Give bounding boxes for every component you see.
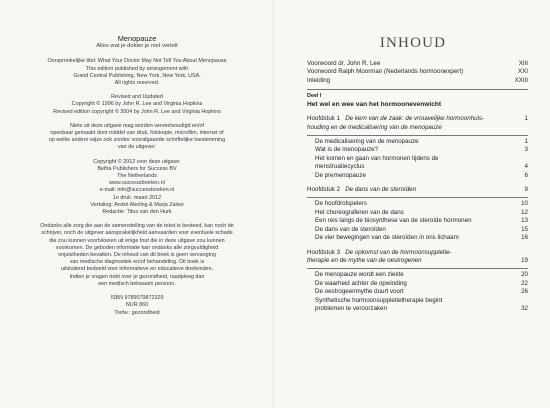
chapter-label: Hoofdstuk 3 xyxy=(307,248,341,256)
chapter-items xyxy=(307,135,528,180)
toc-entry-title: Synthetische hormoonsuppletietherapie begint xyxy=(315,296,443,304)
toc-entry xyxy=(307,172,528,180)
toc-entry xyxy=(307,288,528,296)
toc-entry-page: 4 xyxy=(524,163,528,171)
toc-entry xyxy=(307,280,528,288)
toc-entry-title: Voorwoord dr. John R. Lee xyxy=(307,60,381,67)
chapter-title: De dans van de steroïden xyxy=(345,186,417,194)
toc-entry-page: 13 xyxy=(521,217,528,225)
toc-entry-page: 6 xyxy=(524,171,528,179)
toc-entry-title: Wat is de menopauze? xyxy=(315,146,379,154)
book-title: Menopauze xyxy=(117,34,157,43)
colophon-line: e-mail: info@successboeken.nl xyxy=(99,187,175,194)
chapter-title: therapie en de mythe van de oestrogenen xyxy=(307,256,422,264)
disclaimer-block xyxy=(8,223,266,288)
colophon-line: www.successboeken.nl xyxy=(109,180,165,187)
colophon-line: 1e druk: maart 2012 xyxy=(112,194,162,201)
toc-chapter xyxy=(307,115,528,180)
toc-entry-title: Het komen en gaan van hormonen tijdens de xyxy=(315,154,439,162)
toc-entry-page: 10 xyxy=(521,200,528,208)
toc-entry xyxy=(307,146,528,154)
toc-entry xyxy=(307,234,528,242)
colophon-line: Revised edition copyright © 2004 by John R. Lee and Virginia Hopkins xyxy=(53,108,221,115)
toc-entry-title: problemen te veroorzaken xyxy=(315,304,387,312)
toc-entry-page: 16 xyxy=(521,234,528,242)
toc-entry-title: De dans van de steroïden xyxy=(315,225,386,233)
chapter-title: De opkomst van de hormoonsuppletie- xyxy=(345,248,452,256)
chapter-items xyxy=(307,197,528,242)
chapter-page: 1 xyxy=(524,115,528,123)
edition-block xyxy=(8,94,266,116)
chapter-items xyxy=(307,268,528,313)
toc-chapter xyxy=(307,186,528,242)
toc-entry-title: De hoofdrolspelers xyxy=(315,200,367,208)
contents-heading: INHOUD xyxy=(379,35,447,51)
chapter-page: 9 xyxy=(524,186,528,194)
contents-page xyxy=(276,0,550,408)
colophon-line: Niets uit deze uitgave mag worden verveelvoudigd en/of xyxy=(70,122,204,129)
colophon-line: van de uitgever. xyxy=(117,144,157,151)
colophon-line: uitsluitend bedoeld voor informatieve en educatieve doeleinden. xyxy=(60,266,214,273)
toc-entry-title: Inleiding xyxy=(307,76,331,84)
colophon-line: The Netherlands xyxy=(117,173,157,180)
colophon-line: Vertaling: André Abeling & Marja Zalevi xyxy=(90,201,184,208)
colophon-page xyxy=(0,0,274,408)
table-of-contents xyxy=(307,60,528,313)
colophon-line: openbaar gemaakt door middel van druk, fotokopie, microfilm, internet of xyxy=(50,130,224,137)
colophon-line: Ondanks alle zorg die aan de samenstelling van de tekst is besteed, kan noch de xyxy=(40,223,234,230)
toc-entry-page: XXIII xyxy=(514,76,528,84)
toc-entry-title: De oestrogeenmythe duurt voort xyxy=(315,288,404,296)
colophon-line: op welke andere wijze ook zonder voorafgaande schriftelijke toestemming xyxy=(48,137,226,144)
toc-entry-page: 26 xyxy=(521,288,528,296)
colophon-line: een medisch bekwaam persoon. xyxy=(98,280,176,287)
toc-entry-title: menstruatiecyclus xyxy=(315,163,365,171)
colophon-line: All rights reserved. xyxy=(114,80,160,87)
toc-chapter xyxy=(307,249,528,314)
toc-entry xyxy=(307,226,528,234)
colophon-line: Copyright © 1996 by John R. Lee and Virginia Hopkins xyxy=(71,101,203,108)
toc-entry-page: 15 xyxy=(521,225,528,233)
toc-entry xyxy=(307,60,528,68)
colophon-line: voorkomen. De geboden informatie kan ondanks alle zorgvuldigheid xyxy=(55,244,219,251)
colophon-line: Revised and Updated xyxy=(111,94,163,101)
chapter-heading xyxy=(307,115,528,132)
toc-entry-page: 3 xyxy=(524,146,528,154)
toc-entry-title: Het choreograferen van de dans xyxy=(315,208,404,216)
book-subtitle: Alles wat je dokter je niet vertelt xyxy=(96,43,178,49)
toc-entry xyxy=(307,138,528,146)
toc-entry-page: XXI xyxy=(518,68,528,76)
toc-entry xyxy=(307,209,528,217)
rights-block xyxy=(8,123,266,152)
chapter-heading xyxy=(307,186,528,194)
colophon-line: onjuistheden bevatten. De inhoud van dit boek is geen vervanging xyxy=(58,252,216,259)
chapter-title: houding en de medicalisering van de menopauze xyxy=(307,123,442,131)
colophon xyxy=(8,34,266,324)
toc-entry xyxy=(307,217,528,225)
chapter-label: Hoofdstuk 1 xyxy=(307,115,341,123)
colophon-line: die zou kunnen voortvloeien uit enige fout die in deze uitgave zou kunnen xyxy=(49,237,225,244)
part-label: Deel I xyxy=(307,93,322,100)
section-divider xyxy=(307,89,528,90)
toc-entry-title: Een reis langs de biosynthese van de steroïde hormonen xyxy=(315,217,472,225)
colophon-line: Trefw.: gezondheid xyxy=(114,309,160,316)
toc-entry-page: 32 xyxy=(521,304,528,312)
colophon-line: van medische diagnostiek en/of behandeling. Dit boek is xyxy=(69,259,205,266)
part-title: Het wel en wee van het hormoonevenwicht xyxy=(307,101,442,109)
original-title-block xyxy=(8,58,266,87)
toc-entry-page: 12 xyxy=(521,208,528,216)
toc-entry-title: De vier bewegingen van de steroïden in ons lichaam xyxy=(315,234,459,242)
toc-entry-title: De menopauze wordt een ziekte xyxy=(315,271,404,279)
chapter-page: 19 xyxy=(521,256,528,264)
chapter-label: Hoofdstuk 2 xyxy=(307,186,341,194)
toc-entry-title: De medicalisering van de menopauze xyxy=(315,138,419,146)
colophon-line: Redactie: Titus van den Hurk xyxy=(102,209,172,216)
colophon-line: Grand Central Publishing, New York, New York, USA. xyxy=(73,72,201,79)
chapter-heading xyxy=(307,249,528,266)
toc-entry xyxy=(307,200,528,208)
colophon-line: Indien je vragen hebt over je gezondheid, raadpleeg dan xyxy=(69,273,205,280)
toc-entry xyxy=(307,68,528,76)
colophon-line: Belfra Publishers for Success BV xyxy=(97,165,177,172)
toc-entry xyxy=(307,77,528,85)
toc-entry xyxy=(307,271,528,279)
toc-entry xyxy=(307,297,528,314)
colophon-line: Copyright © 2012 voor deze uitgave: xyxy=(93,158,181,165)
toc-entry-title: De premenopauze xyxy=(315,171,366,179)
toc-entry-page: 1 xyxy=(524,138,528,146)
colophon-line: NUR 860 xyxy=(125,302,149,309)
publisher-block xyxy=(8,159,266,217)
isbn-block xyxy=(8,295,266,317)
colophon-line: Oorspronkelijke titel: What Your Doctor May Not Tell You About Menopause xyxy=(47,58,227,65)
toc-entry xyxy=(307,155,528,172)
toc-entry-page: XIII xyxy=(518,60,528,67)
colophon-line: ISBN 9789079872329 xyxy=(110,295,164,302)
toc-entry-title: Voorwoord Ralph Moorman (Nederlands hormoonexpert) xyxy=(307,68,464,76)
toc-entry-page: 22 xyxy=(521,279,528,287)
toc-entry-page: 20 xyxy=(521,271,528,279)
colophon-line: This edition published by arrangement with xyxy=(85,65,189,72)
toc-entry-title: De waarheid achter de opwinding xyxy=(315,279,407,287)
chapter-title: De kern van de zaak: de vrouwelijke hormoonhuis- xyxy=(345,115,485,123)
colophon-line: schrijver, noch de uitgever aansprakelijkheid aanvaarden voor eventuele schade xyxy=(41,230,233,237)
